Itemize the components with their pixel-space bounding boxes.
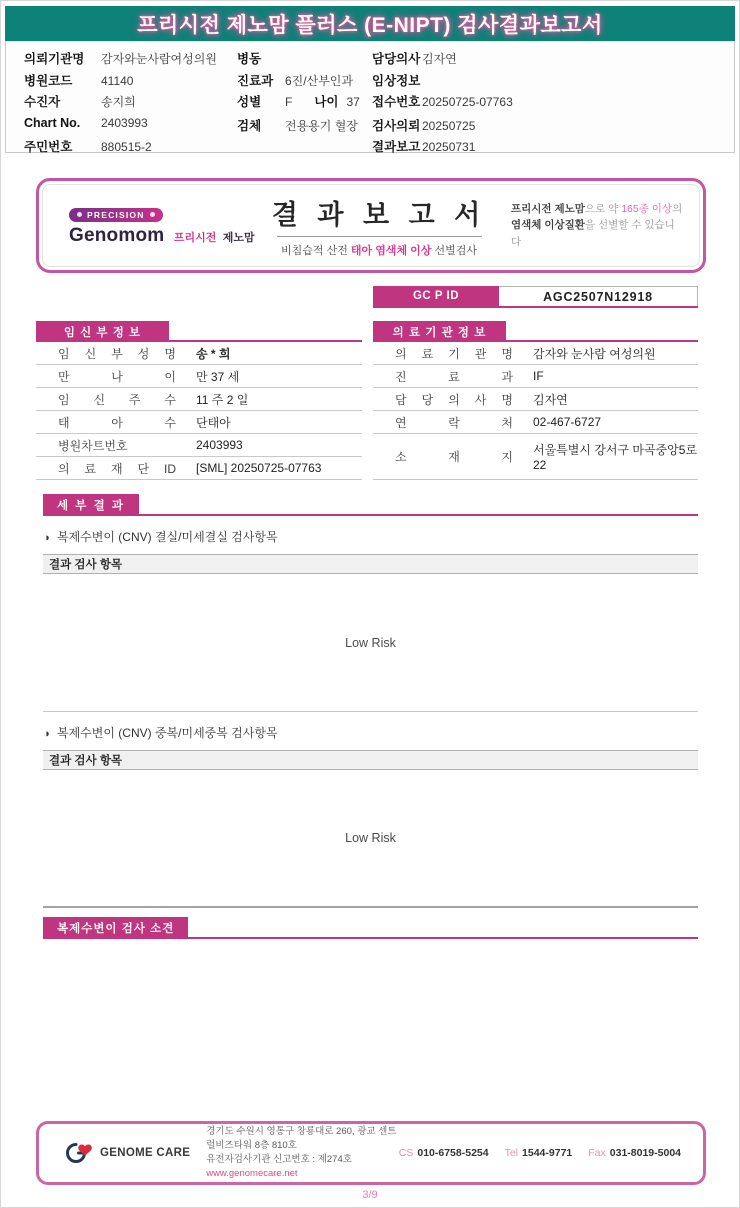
report-title-bar xyxy=(5,6,735,41)
subtitle-highlight: 태아 염색체 이상 xyxy=(350,245,432,257)
patient-header-col2 xyxy=(237,49,372,137)
row-label: 진 료 과 xyxy=(395,369,513,384)
footer-box xyxy=(36,1121,706,1185)
half-circle-bullet-icon: ◑ xyxy=(43,728,50,740)
genomom-logo: Genomom xyxy=(69,225,165,246)
report-body xyxy=(36,178,706,939)
field-label: 결과보고 xyxy=(372,140,421,154)
patient-header-box xyxy=(5,41,735,153)
header-row xyxy=(237,92,372,114)
clinic-info-title: 의 료 기 관 정 보 xyxy=(373,321,506,342)
header-row xyxy=(372,137,702,159)
header-row xyxy=(24,92,234,114)
table-row xyxy=(373,342,698,365)
badge-dot-icon xyxy=(77,212,82,217)
header-row xyxy=(24,49,234,71)
tagline-text: 으로 약 xyxy=(584,203,622,216)
detail-results-header xyxy=(43,494,698,516)
row-label: 소 재 지 xyxy=(395,450,513,464)
field-value: 전용용기 혈장 xyxy=(285,118,358,133)
badge-dot-icon xyxy=(150,212,155,217)
header-row xyxy=(24,137,234,159)
tel-number: 1544-9771 xyxy=(522,1147,573,1159)
block-heading-text: 복제수변이 (CNV) 중복/미세중복 검사항목 xyxy=(57,726,278,740)
subtitle-text: 선별검사 xyxy=(431,245,477,257)
row-value: 서울특별시 강서구 마곡중앙5로 22 xyxy=(533,443,698,472)
report-title: 프리시전 제노맘 플러스 (E-NIPT) 검사결과보고서 xyxy=(137,13,603,37)
field-label: 병동 xyxy=(237,52,262,66)
block-heading xyxy=(43,528,698,545)
field-label: 병원코드 xyxy=(24,73,73,88)
table-row xyxy=(373,434,698,480)
row-value: 11 주 2 일 xyxy=(196,392,249,407)
field-label: 검사의뢰 xyxy=(372,118,421,133)
field-value: 20250725 xyxy=(422,118,476,133)
cnv-findings-section xyxy=(43,917,698,939)
header-row xyxy=(237,49,372,71)
genome-care-logo xyxy=(63,1140,190,1166)
footer-contacts xyxy=(399,1147,681,1159)
row-value: 2403993 xyxy=(196,438,243,452)
genome-care-logo-icon xyxy=(63,1140,95,1166)
result-table-header: 결과 검사 항목 xyxy=(43,750,698,770)
result-table-header: 결과 검사 항목 xyxy=(43,554,698,574)
field-label: 나이 xyxy=(314,95,339,109)
brand-wordmark xyxy=(69,225,255,247)
field-value: 20250731 xyxy=(422,140,476,154)
cs-label: CS xyxy=(398,1147,414,1159)
masthead-box xyxy=(36,178,706,273)
footer-fax xyxy=(588,1147,681,1159)
row-value: 만 37 세 xyxy=(196,369,240,384)
cnv-findings-title: 복제수변이 검사 소견 xyxy=(43,917,188,939)
fax-number: 031-8019-5004 xyxy=(609,1147,681,1159)
row-label: 임 신 부 성 명 xyxy=(58,346,176,361)
patient-header-col1 xyxy=(24,49,234,159)
result-value: Low Risk xyxy=(43,770,698,908)
header-row xyxy=(237,116,372,138)
field-label: Chart No. xyxy=(24,115,81,130)
tel-label: Tel xyxy=(504,1147,519,1159)
gcpid-row xyxy=(373,286,698,308)
tagline-bold: 프리시전 제노맘 xyxy=(511,203,585,216)
detail-results-title: 세 부 결 과 xyxy=(43,494,139,516)
table-row xyxy=(36,434,362,457)
footer-cs xyxy=(399,1147,489,1159)
row-value: 감자와 눈사람 여성의원 xyxy=(533,346,656,361)
footer-tel xyxy=(505,1147,573,1159)
header-row xyxy=(372,49,702,71)
row-value: 단태아 xyxy=(196,415,231,430)
clinic-info-table xyxy=(373,321,698,480)
brand-kr-dark: 제노맘 xyxy=(222,232,255,244)
row-label: 담 당 의 사 명 xyxy=(395,392,513,407)
footer-address-line2: 유전자검사기관 신고번호 : 제274호 xyxy=(206,1154,352,1165)
field-value: 송지희 xyxy=(101,95,136,109)
mother-info-title: 임 신 부 정 보 xyxy=(36,321,169,342)
table-row xyxy=(36,365,362,388)
field-value: 2403993 xyxy=(101,115,148,130)
field-label: 담당의사 xyxy=(372,52,421,66)
field-label: 검체 xyxy=(237,118,262,133)
field-value: 20250725-07763 xyxy=(422,95,513,109)
header-row xyxy=(24,71,234,93)
field-value: 37 xyxy=(346,95,360,109)
row-label: 의 료 재 단 ID xyxy=(58,461,176,476)
row-label: 의 료 기 관 명 xyxy=(395,346,513,361)
genomom-brand xyxy=(69,204,255,247)
field-label: 성별 xyxy=(237,95,262,109)
document-subtitle xyxy=(247,242,511,258)
result-value: Low Risk xyxy=(43,574,698,712)
title-underline xyxy=(277,236,482,237)
field-value: 김자연 xyxy=(422,52,457,66)
row-value: 김자연 xyxy=(533,392,568,407)
cnv-deletion-block xyxy=(43,528,698,712)
table-row xyxy=(36,342,362,365)
row-label: 병원차트번호 xyxy=(58,438,128,453)
table-row xyxy=(36,457,362,480)
field-label: 접수번호 xyxy=(372,95,421,109)
mother-info-table xyxy=(36,321,362,480)
patient-header-col3 xyxy=(372,49,702,159)
field-label: 수진자 xyxy=(24,95,61,109)
masthead-tagline xyxy=(511,201,683,250)
field-label: 임상정보 xyxy=(372,73,421,88)
footer-address xyxy=(206,1125,399,1182)
field-value: 880515-2 xyxy=(101,140,152,154)
half-circle-bullet-icon: ◑ xyxy=(43,532,50,544)
precision-badge xyxy=(69,208,163,222)
masthead-center xyxy=(247,193,511,258)
clinic-info-header xyxy=(373,321,698,342)
field-value: 6진/산부인과 xyxy=(285,73,353,88)
field-label: 진료과 xyxy=(237,73,274,88)
header-row xyxy=(372,92,702,114)
block-heading xyxy=(43,724,698,741)
document-title: 결 과 보 고 서 xyxy=(271,200,487,230)
genome-care-logo-text: GENOME CARE xyxy=(100,1147,191,1159)
detail-results-section xyxy=(43,494,698,939)
precision-badge-label: PRECISION xyxy=(87,209,145,220)
tagline-text: 을 선별할 수 있습니다 xyxy=(511,219,675,248)
header-row xyxy=(372,71,702,93)
field-label: 주민번호 xyxy=(24,140,73,154)
brand-kr-pink: 프리시전 xyxy=(173,232,217,244)
tagline-highlight: 165종 이상 xyxy=(621,203,673,216)
row-value: 02-467-6727 xyxy=(533,415,602,429)
footer-website-link[interactable]: www.genomecare.net xyxy=(206,1168,298,1180)
row-value: [SML] 20250725-07763 xyxy=(196,461,322,475)
table-row xyxy=(36,388,362,411)
table-row xyxy=(373,365,698,388)
block-heading-text: 복제수변이 (CNV) 결실/미세결실 검사항목 xyxy=(57,530,278,544)
gcpid-value: AGC2507N12918 xyxy=(499,286,698,306)
row-label: 태 아 수 xyxy=(58,415,176,430)
row-label: 연 락 처 xyxy=(395,415,513,430)
field-label: 의뢰기관명 xyxy=(24,52,85,66)
tagline-bold: 염색체 이상질환 xyxy=(511,219,585,232)
subtitle-text: 비침습적 산전 xyxy=(281,245,351,257)
cnv-duplication-block xyxy=(43,724,698,908)
fax-label: Fax xyxy=(588,1147,606,1159)
cs-number: 010-6758-5254 xyxy=(417,1147,489,1159)
row-value: IF xyxy=(533,369,544,383)
header-row xyxy=(237,71,372,93)
mother-info-header xyxy=(36,321,362,342)
cnv-findings-header xyxy=(43,917,698,939)
table-row xyxy=(373,411,698,434)
row-label: 만 나 이 xyxy=(58,369,176,384)
gcpid-label: GC P ID xyxy=(373,286,499,306)
table-row xyxy=(36,411,362,434)
header-row xyxy=(24,116,234,138)
row-value: 송 * 희 xyxy=(196,346,231,361)
table-row xyxy=(373,388,698,411)
field-value: F xyxy=(285,95,293,109)
footer-address-line1: 경기도 수원시 영통구 창룡대로 260, 광교 센트럴비즈타워 8층 810호 xyxy=(206,1125,397,1151)
tagline-text: 의 xyxy=(672,203,683,216)
info-tables xyxy=(36,321,706,480)
page-number: 3/9 xyxy=(362,1189,378,1201)
row-label: 임 신 주 수 xyxy=(58,392,176,407)
field-value: 41140 xyxy=(101,73,134,88)
header-row xyxy=(372,116,702,138)
field-value: 감자와눈사람여성의원 xyxy=(101,52,217,66)
